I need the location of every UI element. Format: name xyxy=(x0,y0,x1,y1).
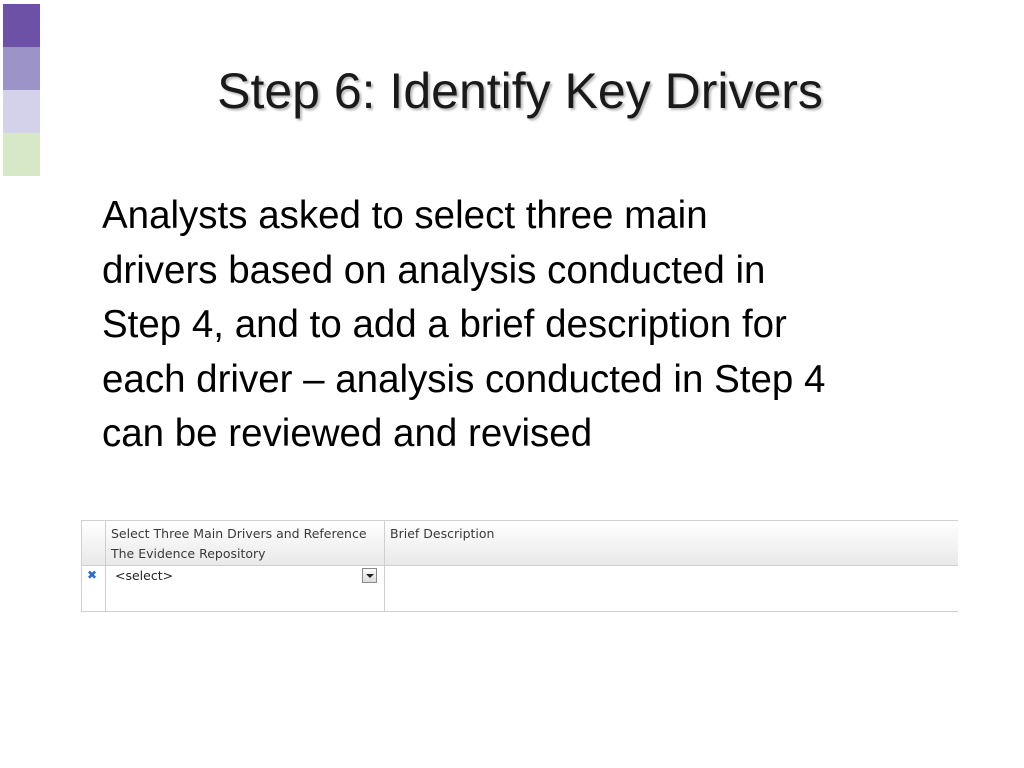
column-header-drivers-line2: The Evidence Repository xyxy=(111,546,266,561)
description-cell[interactable] xyxy=(386,566,956,610)
body-line: Step 4, and to add a brief description for xyxy=(102,303,787,346)
column-divider xyxy=(105,521,106,611)
column-divider xyxy=(384,521,385,611)
drivers-grid xyxy=(81,520,958,612)
driver-select-value: <select> xyxy=(115,568,174,583)
accent-block-green xyxy=(3,133,40,176)
accent-block-dark xyxy=(3,4,40,47)
slide-title: Step 6: Identify Key Drivers xyxy=(217,63,823,119)
remove-row-icon[interactable]: ✖ xyxy=(87,568,98,582)
body-line: can be reviewed and revised xyxy=(102,412,593,455)
body-line: Analysts asked to select three main xyxy=(102,194,708,237)
body-line: drivers based on analysis conducted in xyxy=(102,248,766,292)
column-header-description[interactable]: Brief Description xyxy=(390,526,495,541)
driver-select[interactable] xyxy=(111,567,377,585)
chevron-down-icon[interactable] xyxy=(362,568,377,583)
column-header-drivers[interactable] xyxy=(111,524,367,564)
column-header-drivers-line1: Select Three Main Drivers and Reference xyxy=(111,526,367,541)
body-text xyxy=(102,189,982,462)
body-line: each driver – analysis conducted in Step 4 xyxy=(102,357,826,401)
